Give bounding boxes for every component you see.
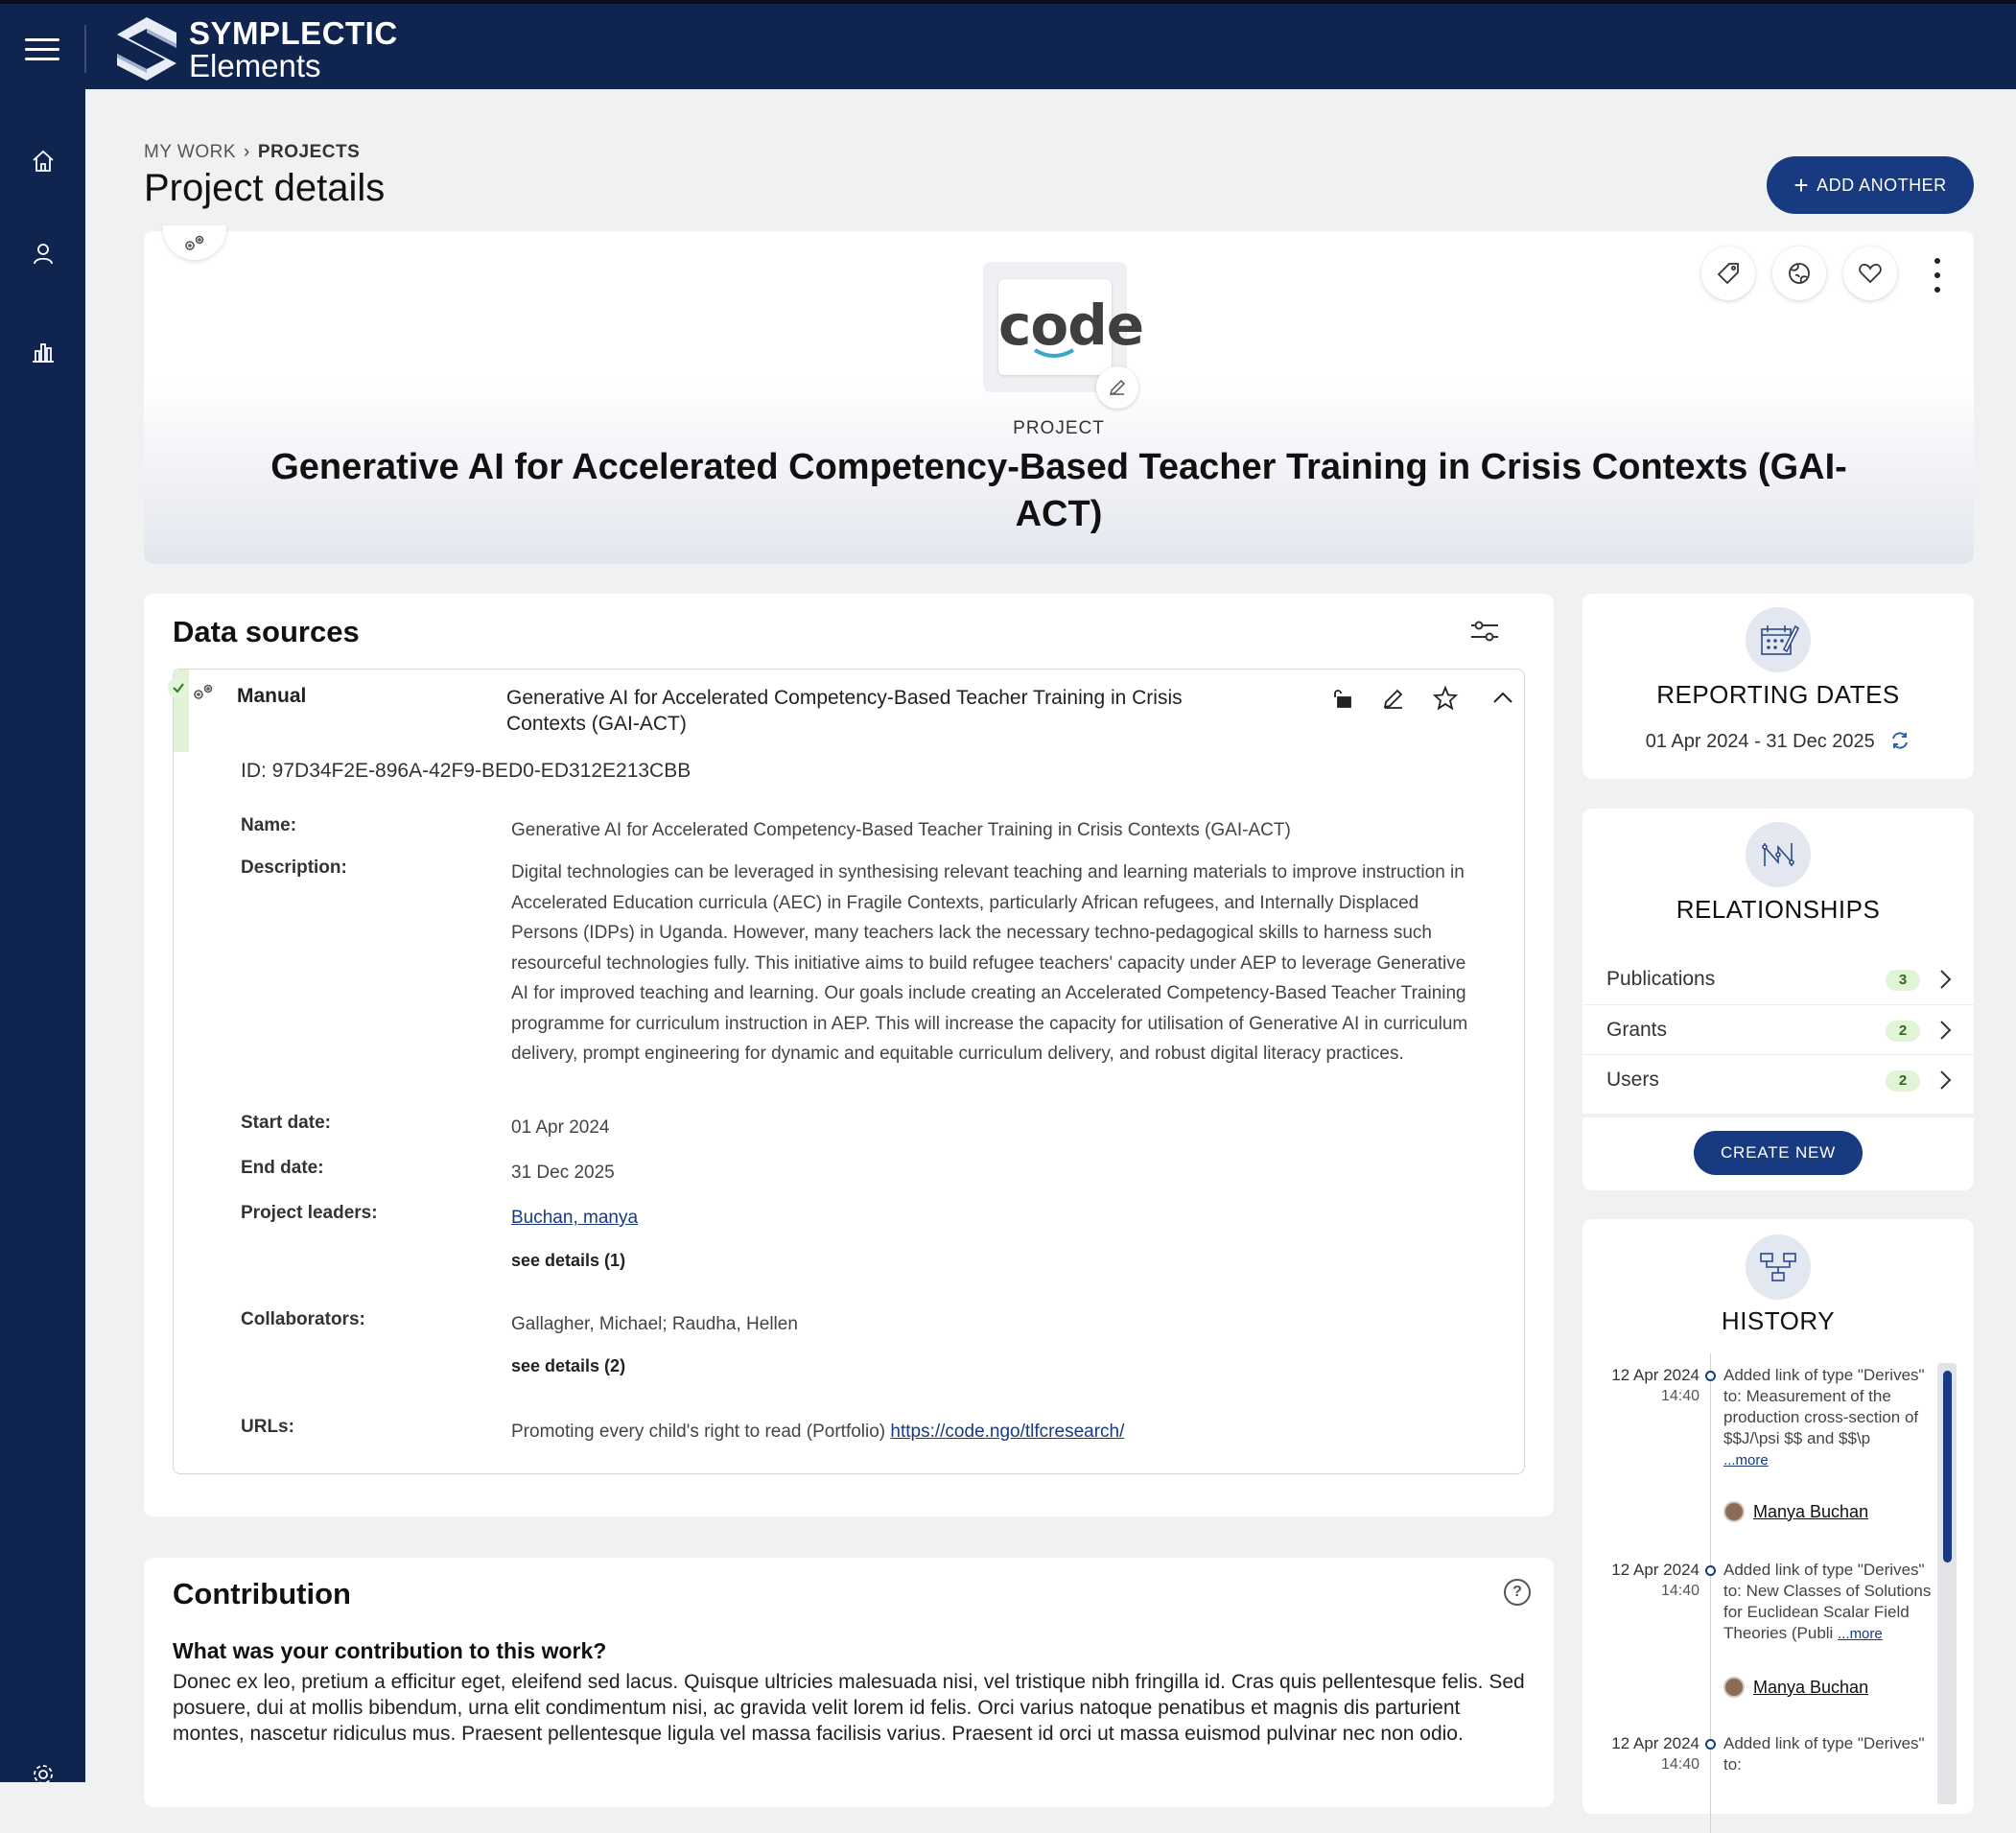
history-date	[1582, 1560, 1700, 1602]
data-sources-heading: Data sources	[173, 615, 360, 648]
history-time: 14:40	[1660, 1583, 1700, 1599]
chevron-right-icon	[1935, 968, 1955, 991]
relationships-icon	[1746, 822, 1811, 887]
visibility-button[interactable]	[1772, 247, 1826, 300]
history-time: 14:40	[1660, 1388, 1700, 1404]
filter-settings-icon[interactable]	[1467, 617, 1502, 646]
user-icon[interactable]	[25, 235, 61, 271]
divider	[84, 25, 86, 73]
field-value-wrap	[511, 1417, 1480, 1447]
gear-icon[interactable]	[25, 1756, 61, 1793]
tag-button[interactable]	[1701, 247, 1755, 300]
gears-icon	[182, 232, 207, 253]
field-value: Generative AI for Accelerated Competency-Based Teacher Training in Crisis Contexts (GAI-ACT)	[511, 820, 1291, 840]
book-swoosh-icon	[1031, 346, 1077, 364]
history-description: Added link of type "Derives" to: New Classes of Solutions for Euclidean Scalar Field Theories (Publi	[1723, 1561, 1932, 1642]
relationships-card	[1582, 809, 1974, 1190]
menu-icon[interactable]	[25, 38, 59, 61]
bar-chart-icon[interactable]	[25, 333, 61, 369]
history-item	[1582, 1365, 1937, 1528]
page-title: Project details	[144, 167, 386, 209]
avatar	[1723, 1501, 1745, 1522]
field-value: 01 Apr 2024	[511, 1117, 610, 1138]
pencil-icon	[1108, 378, 1127, 397]
relationship-label: Publications	[1606, 968, 1716, 990]
field-collaborators	[241, 1309, 1507, 1340]
create-new-button[interactable]: CREATE NEW	[1694, 1131, 1863, 1175]
history-date	[1582, 1733, 1700, 1775]
history-item	[1582, 1733, 1937, 1781]
history-date-text: 12 Apr 2024	[1611, 1734, 1700, 1752]
field-label: Start date:	[241, 1113, 331, 1133]
reporting-date-range: 01 Apr 2024 - 31 Dec 2025	[1645, 731, 1875, 752]
url-link[interactable]: https://code.ngo/tlfcresearch/	[890, 1422, 1125, 1442]
scrollbar[interactable]	[1937, 1363, 1957, 1804]
reporting-dates-value	[1582, 730, 1974, 753]
project-title: Generative AI for Accelerated Competency-Based Teacher Training in Crisis Contexts (GAI-ACT)	[270, 447, 1847, 534]
source-id: ID: 97D34F2E-896A-42F9-BED0-ED312E213CBB	[241, 760, 692, 782]
field-label: Collaborators:	[241, 1309, 365, 1329]
chevron-right-icon: ›	[244, 142, 250, 162]
chevron-right-icon	[1935, 1019, 1955, 1042]
history-text: Added link of type "Derives" to:	[1723, 1734, 1925, 1774]
history-heading: HISTORY	[1721, 1306, 1836, 1335]
chevron-right-icon	[1935, 1069, 1955, 1092]
heart-icon	[1857, 260, 1884, 287]
count-badge: 2	[1886, 1021, 1920, 1042]
field-value-wrap	[511, 1203, 1480, 1234]
user-link[interactable]: Manya Buchan	[1753, 1677, 1869, 1697]
check-icon	[168, 677, 189, 698]
history-text	[1723, 1560, 1933, 1645]
contribution-answer: Donec ex leo, pretium a efficitur eget, eleifend sed lacus. Quisque ultricies malesuada nisi, vel tristique nibh fringilla id. Cras quis pellentesque felis. Sed posuere, dui at mollis bibendum, urna elit condimentum nisi, ac gravida velit lorem id felis. Orci varius natoque penatibus et magnis dis parturient montes, nascetur ridiculus mus. Praesent pellentesque ligula vel massa facilisis varius. Praesent id orci ut massa euismod pulvinar nec non odio.	[173, 1671, 1525, 1745]
history-icon	[1746, 1234, 1811, 1300]
symplectic-logo-icon	[115, 15, 178, 82]
add-another-label: ADD ANOTHER	[1817, 175, 1947, 195]
timeline-dot	[1705, 1739, 1716, 1750]
field-project-leaders	[241, 1203, 1507, 1234]
contribution-heading: Contribution	[173, 1577, 351, 1610]
globe-icon	[1786, 260, 1813, 287]
field-start-date	[241, 1113, 1507, 1143]
field-label: Description:	[241, 858, 347, 878]
timeline-dot	[1705, 1565, 1716, 1576]
see-details-collaborators[interactable]: see details (2)	[511, 1356, 626, 1375]
field-value: 31 Dec 2025	[511, 1163, 615, 1183]
divider	[1582, 1114, 1974, 1117]
relationships-heading: RELATIONSHIPS	[1676, 895, 1881, 924]
calendar-edit-icon	[1746, 607, 1811, 672]
data-source-record	[173, 669, 1525, 1474]
source-name: Manual	[237, 685, 307, 707]
field-name	[241, 815, 1507, 846]
sidebar	[0, 89, 85, 1782]
unlock-icon[interactable]	[1327, 683, 1358, 714]
reporting-dates-heading: REPORTING DATES	[1656, 680, 1900, 709]
more-link[interactable]: ...more	[1723, 1452, 1769, 1469]
top-bar	[0, 0, 2016, 89]
breadcrumb-projects[interactable]: PROJECTS	[257, 142, 361, 162]
relationship-row-users[interactable]	[1582, 1054, 1974, 1104]
url-label: Promoting every child's right to read (Portfolio)	[511, 1422, 886, 1442]
count-badge: 3	[1886, 970, 1920, 991]
history-date	[1582, 1365, 1700, 1407]
see-details-leaders[interactable]: see details (1)	[511, 1251, 626, 1270]
favourite-button[interactable]	[1843, 247, 1897, 300]
relationship-label: Users	[1606, 1069, 1659, 1091]
field-label: Project leaders:	[241, 1203, 378, 1223]
brand-logo[interactable]	[189, 17, 398, 82]
edit-image-button[interactable]	[1096, 366, 1138, 409]
field-label: URLs:	[241, 1417, 294, 1437]
project-hero	[144, 231, 1974, 564]
contribution-question: What was your contribution to this work?	[173, 1638, 607, 1663]
pencil-icon[interactable]	[1378, 683, 1409, 714]
tag-icon	[1715, 260, 1742, 287]
history-time: 14:40	[1660, 1756, 1700, 1773]
history-date-text: 12 Apr 2024	[1611, 1366, 1700, 1384]
breadcrumb-my-work[interactable]: MY WORK	[144, 142, 237, 162]
data-sources-card	[144, 594, 1554, 1516]
history-text	[1723, 1365, 1933, 1471]
field-description	[241, 858, 1507, 1107]
relationship-label: Grants	[1606, 1019, 1668, 1041]
history-user	[1723, 1501, 1868, 1522]
scrollbar-thumb[interactable]	[1943, 1371, 1952, 1563]
field-label: Name:	[241, 815, 297, 835]
leader-link[interactable]: Buchan, manya	[511, 1208, 639, 1228]
history-user	[1723, 1677, 1868, 1698]
user-link[interactable]: Manya Buchan	[1753, 1501, 1869, 1521]
chevron-up-icon[interactable]	[1488, 683, 1518, 714]
history-description: Added link of type "Derives" to: Measurement of the production cross-section of $$J/\psi $$ and $$\p	[1723, 1366, 1925, 1447]
field-label: End date:	[241, 1158, 324, 1178]
field-value: Gallagher, Michael; Raudha, Hellen	[511, 1314, 798, 1334]
breadcrumb	[144, 142, 360, 163]
project-image	[998, 279, 1144, 375]
field-end-date	[241, 1158, 1507, 1188]
data-source-badge	[163, 225, 226, 260]
timeline-dot	[1705, 1371, 1716, 1381]
count-badge: 2	[1886, 1070, 1920, 1092]
source-title: Generative AI for Accelerated Competency-Based Teacher Training in Crisis Contexts (GAI-ACT)	[506, 687, 1183, 735]
more-link[interactable]: ...more	[1838, 1626, 1883, 1642]
relationship-row-publications[interactable]	[1582, 954, 1974, 1004]
object-type-label: PROJECT	[1013, 418, 1105, 438]
field-urls	[241, 1417, 1507, 1447]
project-image-text: code	[998, 293, 1144, 358]
contribution-card	[144, 1558, 1554, 1807]
home-icon[interactable]	[25, 143, 61, 179]
history-date-text: 12 Apr 2024	[1611, 1561, 1700, 1579]
more-vertical-icon[interactable]	[1928, 258, 1947, 293]
field-value: Digital technologies can be leveraged in synthesising relevant teaching and learning materials to improve instruction in Accelerated Education curricula (AEC) in Fragile Contexts, particularly African refugees, and Internally Displaced Persons (IDPs) in Uganda. However, many teachers lack the necessary techno-pedagogical skills to harness such resourceful technologies fully. This initiative aims to build refugee teachers' capacity under AEP to leverage Generative AI for improved teaching and learning. Our goals include creating an Accelerated Competency-Based Teacher Training programme for curriculum instruction in AEP. This will increase the capacity for utilisation of Generative AI in curriculum delivery, prompt engineering for dynamic and equitable curriculum delivery, and robust digital literacy practices.	[511, 862, 1468, 1064]
history-item	[1582, 1560, 1937, 1704]
refresh-icon[interactable]	[1889, 730, 1911, 751]
reporting-dates-card	[1582, 594, 1974, 779]
gears-icon	[191, 681, 216, 702]
help-icon[interactable]: ?	[1504, 1579, 1531, 1606]
history-card	[1582, 1219, 1974, 1814]
brand-line1: SYMPLECTIC	[189, 15, 398, 51]
brand-line2: Elements	[189, 48, 321, 83]
plus-icon: +	[1793, 171, 1810, 200]
add-another-button[interactable]	[1767, 156, 1974, 214]
avatar	[1723, 1677, 1745, 1698]
relationship-row-grants[interactable]	[1582, 1004, 1974, 1054]
star-icon[interactable]	[1430, 683, 1461, 714]
